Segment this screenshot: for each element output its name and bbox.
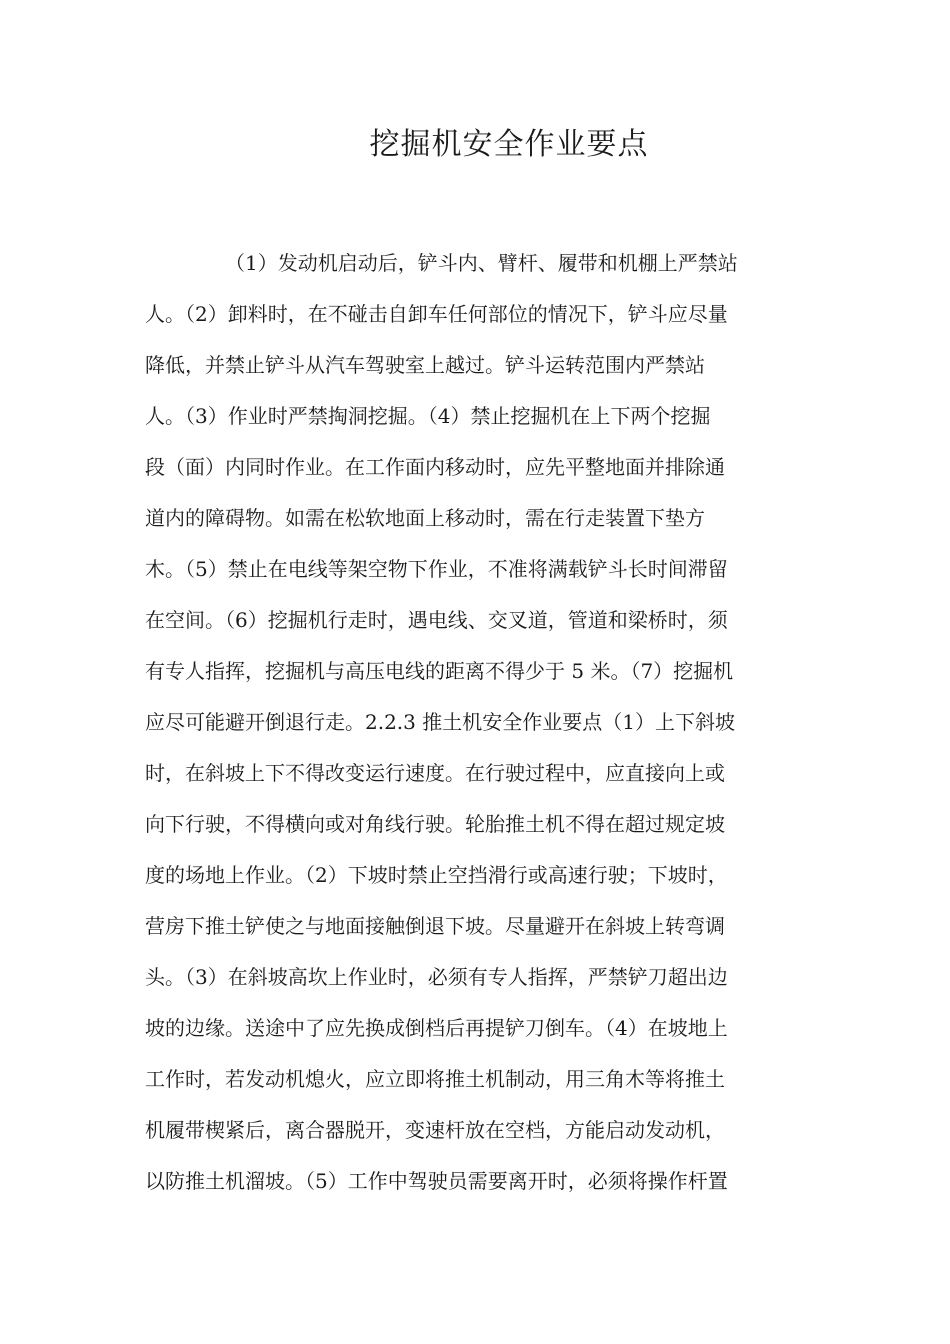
body-line-15: 头。（3）在斜坡高坎上作业时，必须有专人指挥，严禁铲刀超出边	[145, 965, 728, 989]
body-line-12: 向下行驶，不得横向或对角线行驶。轮胎推土机不得在超过规定坡	[145, 812, 725, 836]
body-line-3: 降低，并禁止铲斗从汽车驾驶室上越过。铲斗运转范围内严禁站	[145, 353, 705, 377]
body-line-4: 人。（3）作业时严禁掏洞挖掘。（4）禁止挖掘机在上下两个挖掘	[145, 404, 711, 428]
body-line-7: 木。（5）禁止在电线等架空物下作业，不准将满载铲斗长时间滞留	[145, 557, 728, 581]
body-line-16: 坡的边缘。送途中了应先换成倒档后再提铲刀倒车。（4）在坡地上	[145, 1016, 728, 1040]
body-line-13: 度的场地上作业。（2）下坡时禁止空挡滑行或高速行驶；下坡时，	[145, 863, 728, 887]
body-line-18: 机履带楔紧后，离合器脱开，变速杆放在空档，方能启动发动机，	[145, 1118, 725, 1142]
body-line-11: 时，在斜坡上下不得改变运行速度。在行驶过程中，应直接向上或	[145, 761, 725, 785]
body-line-9: 有专人指挥，挖掘机与高压电线的距离不得少于 5 米。（7）挖掘机	[145, 659, 734, 683]
body-line-17: 工作时，若发动机熄火，应立即将推土机制动，用三角木等将推土	[145, 1067, 725, 1091]
document-title: 挖掘机安全作业要点	[369, 127, 649, 162]
body-line-1: （1）发动机启动后，铲斗内、臂杆、履带和机棚上严禁站	[225, 251, 738, 275]
body-line-2: 人。（2）卸料时，在不碰击自卸车任何部位的情况下，铲斗应尽量	[145, 302, 728, 326]
body-line-10: 应尽可能避开倒退行走。2.2.3 推土机安全作业要点（1）上下斜坡	[145, 710, 735, 734]
body-line-14: 营房下推土铲使之与地面接触倒退下坡。尽量避开在斜坡上转弯调	[145, 914, 725, 938]
body-line-8: 在空间。（6）挖掘机行走时，遇电线、交叉道，管道和梁桥时，须	[145, 608, 728, 632]
body-line-19: 以防推土机溜坡。（5）工作中驾驶员需要离开时，必须将操作杆置	[145, 1169, 728, 1193]
body-line-6: 道内的障碍物。如需在松软地面上移动时，需在行走装置下垫方	[145, 506, 705, 530]
body-line-5: 段（面）内同时作业。在工作面内移动时，应先平整地面并排除通	[145, 455, 725, 479]
